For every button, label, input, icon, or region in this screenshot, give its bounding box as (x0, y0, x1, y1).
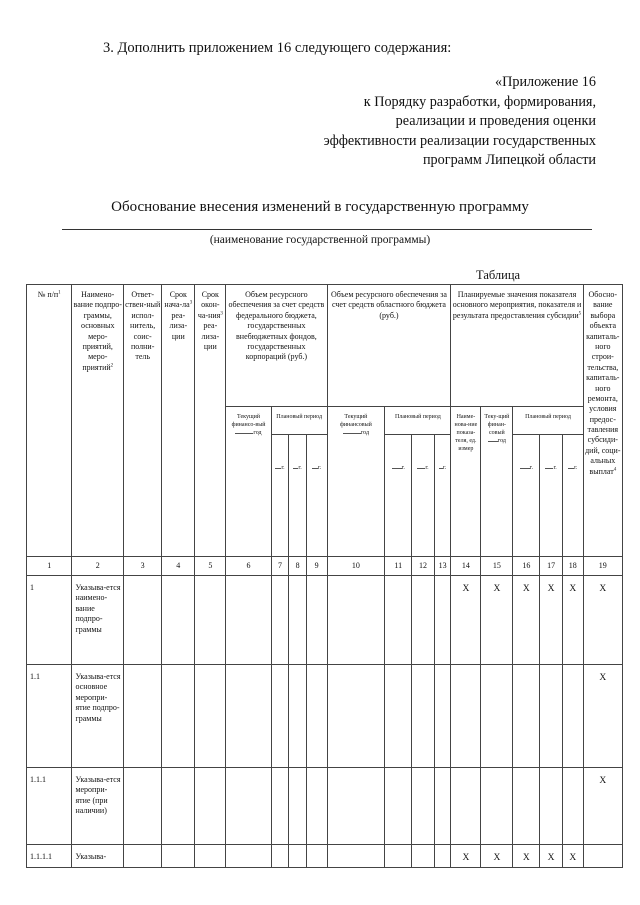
column-number: 13 (434, 557, 451, 576)
column-number: 15 (481, 557, 513, 576)
x-mark: X (540, 576, 563, 665)
header-current-year-regional: Текущий финансовый год (327, 407, 385, 557)
header-year-cell: г. (434, 435, 451, 557)
appendix-line: «Приложение 16 (495, 74, 596, 90)
x-mark: X (562, 576, 583, 665)
row-description: Указыва-ется основное меропри-ятие подпро-граммы (72, 665, 124, 768)
appendix-line: реализации и проведения оценки (395, 113, 596, 129)
program-name-blank-line (62, 229, 592, 230)
header-cell-executor: Ответ-ствен-ный испол-нитель, соис-полни-тель (124, 285, 162, 557)
column-number: 14 (451, 557, 481, 576)
row-description: Указыва-ется наимено-вание подпро-граммы (72, 576, 124, 665)
x-mark: X (583, 665, 622, 768)
row-number: 1.1.1 (27, 768, 72, 845)
column-number: 5 (195, 557, 226, 576)
blank-line (235, 433, 253, 434)
header-cell-justification: Обосно-вание выбора объекта капиталь-ного строи-тельства, капиталь-ного ремонта, условия предос-тавления субсиди-дий, соци-альных выплат$^4$ (583, 285, 622, 557)
x-mark: X (583, 768, 622, 845)
blank-line (343, 433, 361, 434)
appendix-line: к Порядку разработки, формирования, (363, 93, 596, 110)
appendix-line: программ Липецкой области (422, 152, 596, 168)
justification-table (26, 284, 623, 868)
column-number: 17 (540, 557, 563, 576)
header-cell-number: № $п/п^1$ (27, 285, 72, 557)
column-number: 11 (385, 557, 412, 576)
column-number: 9 (306, 557, 327, 576)
row-number: 1.1 (27, 665, 72, 768)
header-year-cell: г. (289, 435, 307, 557)
column-number: 7 (271, 557, 289, 576)
column-number: 12 (412, 557, 435, 576)
column-number: 2 (72, 557, 124, 576)
blank-line (488, 441, 498, 442)
column-number: 4 (162, 557, 195, 576)
header-group-indicators: Планируемые значения показателя основного мероприятия, показателя и результата предоставления субсидии$^5$ (451, 285, 583, 407)
header-cell-name: Наимено-вание подпро-граммы, основных меро-приятий, меро-приятий$^2$ (72, 285, 124, 557)
column-number: 19 (583, 557, 622, 576)
appendix-header (176, 73, 596, 171)
header-row (27, 285, 623, 407)
header-planning-federal: Плановый период (271, 407, 327, 435)
header-cell-end: Срок окон-ча-ния$^3$ реа-лиза-ции (195, 285, 226, 557)
header-indicator-name: Наиме-нова-ние показа-теля, ед. измер (451, 407, 481, 557)
document-title: Обоснование внесения изменений в государственную программу (111, 199, 529, 215)
table-label: Таблица (476, 268, 521, 282)
column-number: 16 (513, 557, 540, 576)
row-number: 1 (27, 576, 72, 665)
program-name-caption: (наименование государственной программы) (209, 234, 431, 246)
header-cell-start: Срок нача-$ла^3$ реа-лиза-ции (162, 285, 195, 557)
x-mark: X (481, 845, 513, 868)
header-indicator-current: Теку-щий финан-совый год (481, 407, 513, 557)
header-year-cell: г. (540, 435, 563, 557)
header-indicator-planning: Плановый период (513, 407, 583, 435)
row-description: Указыва-ется меропри-ятие (при наличии) (72, 768, 124, 845)
header-year-cell: г. (412, 435, 435, 557)
x-mark: X (481, 576, 513, 665)
header-current-year-federal: Текущий финансо-вый год (226, 407, 271, 557)
table-row (27, 768, 623, 845)
column-number-row (27, 557, 623, 576)
x-mark: X (451, 845, 481, 868)
header-year-cell: г. (513, 435, 540, 557)
header-group-regional: Объем ресурсного обеспечения за счет средств областного бюджета (руб.) (327, 285, 451, 407)
x-mark: X (513, 845, 540, 868)
column-number: 18 (562, 557, 583, 576)
appendix-line: эффективности реализации государственных (323, 132, 596, 149)
column-number: 3 (124, 557, 162, 576)
row-number: 1.1.1.1 (27, 845, 72, 868)
header-planning-regional: Плановый период (385, 407, 451, 435)
x-mark: X (583, 576, 622, 665)
row-description: Указыва- (72, 845, 124, 868)
header-year-cell: г. (271, 435, 289, 557)
intro-line: 3. Дополнить приложением 16 следующего содержания: (103, 40, 452, 56)
column-number: 10 (327, 557, 385, 576)
x-mark: X (562, 845, 583, 868)
header-group-federal: Объем ресурсного обеспечения за счет средств федерального бюджета, государственных внебюджетных фондов, государственных корпораций (руб.) (226, 285, 327, 407)
column-number: 8 (289, 557, 307, 576)
header-year-cell: г. (562, 435, 583, 557)
header-year-cell: г. (385, 435, 412, 557)
table-row (27, 576, 623, 665)
table-row (27, 665, 623, 768)
x-mark: X (451, 576, 481, 665)
column-number: 6 (226, 557, 271, 576)
column-number: 1 (27, 557, 72, 576)
x-mark: X (513, 576, 540, 665)
table-row (27, 845, 623, 868)
x-mark: X (540, 845, 563, 868)
header-year-cell: г. (306, 435, 327, 557)
